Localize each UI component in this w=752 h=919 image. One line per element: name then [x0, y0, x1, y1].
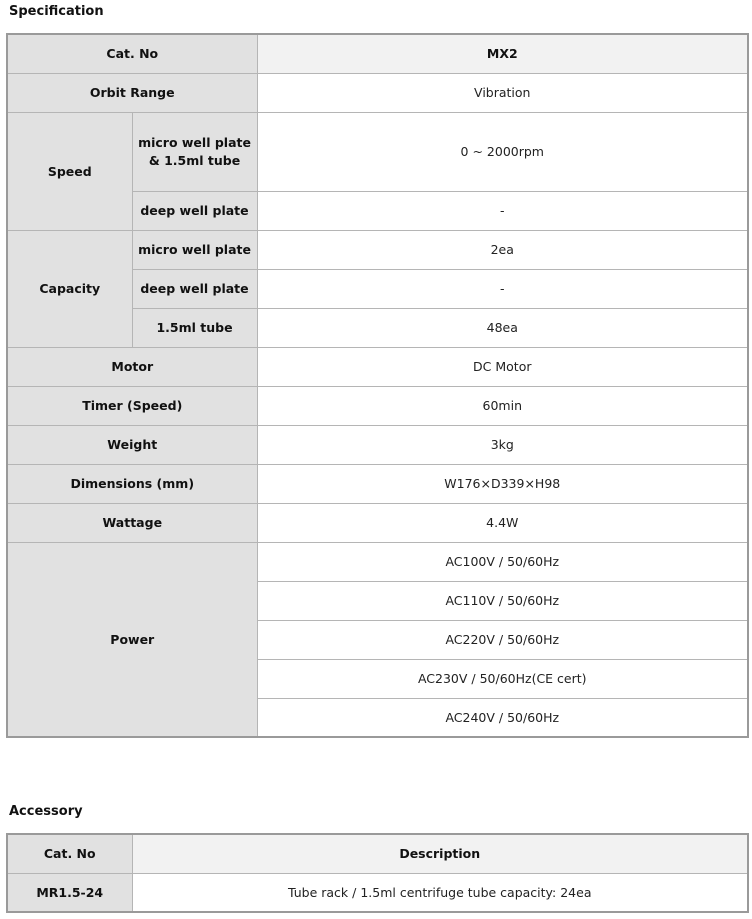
table-row: [7, 112, 748, 191]
accessory-cat-no: MR1.5-24: [7, 873, 132, 912]
weight-label: Weight: [7, 425, 257, 464]
table-row: [7, 230, 748, 269]
specification-table: [6, 33, 749, 738]
timer-label: Timer (Speed): [7, 386, 257, 425]
motor-value: DC Motor: [257, 347, 748, 386]
specification-title: Specification: [9, 4, 104, 19]
dimensions-label: Dimensions (mm): [7, 464, 257, 503]
cat-no-value: MX2: [257, 34, 748, 73]
speed-micro-label-line2: & 1.5ml tube: [148, 152, 241, 168]
table-header-row: [7, 834, 748, 873]
capacity-deep-label: deep well plate: [132, 269, 257, 308]
capacity-label: Capacity: [7, 230, 132, 347]
power-value: AC220V / 50/60Hz: [257, 620, 748, 659]
power-value: AC110V / 50/60Hz: [257, 581, 748, 620]
power-label: Power: [7, 542, 257, 737]
orbit-range-label: Orbit Range: [7, 73, 257, 112]
accessory-cat-no-header: Cat. No: [7, 834, 132, 873]
capacity-tube-label: 1.5ml tube: [132, 308, 257, 347]
table-row: [7, 73, 748, 112]
accessory-description-header: Description: [132, 834, 748, 873]
speed-deep-value: -: [257, 191, 748, 230]
wattage-label: Wattage: [7, 503, 257, 542]
speed-micro-label-line1: micro well plate: [138, 134, 251, 150]
capacity-micro-value: 2ea: [257, 230, 748, 269]
speed-label: Speed: [7, 112, 132, 230]
dimensions-value: W176×D339×H98: [257, 464, 748, 503]
orbit-range-value: Vibration: [257, 73, 748, 112]
cat-no-label: Cat. No: [7, 34, 257, 73]
accessory-title: Accessory: [9, 804, 83, 819]
weight-value: 3kg: [257, 425, 748, 464]
table-row: [7, 386, 748, 425]
speed-micro-value: 0 ~ 2000rpm: [257, 112, 748, 191]
speed-deep-label: deep well plate: [132, 191, 257, 230]
table-row: [7, 542, 748, 581]
power-value: AC240V / 50/60Hz: [257, 698, 748, 737]
power-value: AC230V / 50/60Hz(CE cert): [257, 659, 748, 698]
capacity-tube-value: 48ea: [257, 308, 748, 347]
accessory-description: Tube rack / 1.5ml centrifuge tube capacity: 24ea: [132, 873, 748, 912]
table-row: [7, 873, 748, 912]
table-row: [7, 464, 748, 503]
power-value: AC100V / 50/60Hz: [257, 542, 748, 581]
table-row: [7, 34, 748, 73]
table-row: [7, 503, 748, 542]
table-row: [7, 347, 748, 386]
table-row: [7, 425, 748, 464]
motor-label: Motor: [7, 347, 257, 386]
speed-micro-label: [132, 112, 257, 191]
capacity-deep-value: -: [257, 269, 748, 308]
accessory-table: [6, 833, 749, 913]
timer-value: 60min: [257, 386, 748, 425]
wattage-value: 4.4W: [257, 503, 748, 542]
capacity-micro-label: micro well plate: [132, 230, 257, 269]
